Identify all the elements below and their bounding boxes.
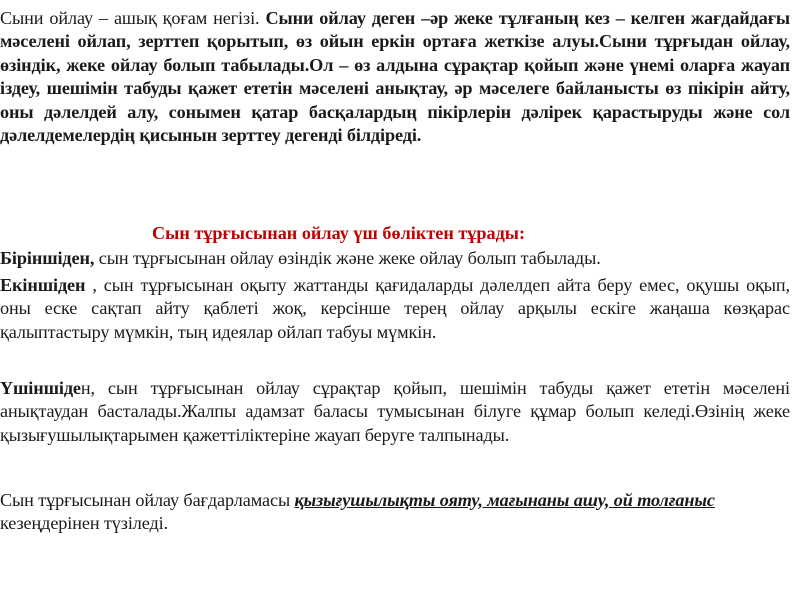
third-part-text: н, сын тұрғысынан ойлау сұрақтар қойып, шешімін табуды қажет ететін мәселені анықтаудан басталады.Жалпы адамзат баласы тумысынан білуге құмар болып келеді.Өзінің жеке қызығушылықтарымен қажеттіліктеріне жауап беруге талпынады. xyxy=(0,378,790,445)
third-part-label: Үшіншіде xyxy=(0,378,81,398)
third-part-paragraph xyxy=(0,377,790,447)
intro-body: Сыни ойлау деген –әр жеке тұлғаның кез – келген жағдайдағы мәселені ойлап, зерттеп қорытып, өз ойын еркін ортаға жеткізе алуы.Сыни тұрғыдан ойлау, өзіндік, жеке ойлау болып табылады.Ол – өз алдына сұрақтар қойып және үнемі оларға жауап іздеу, шешімін табуды қажет ететін мәселені анықтау, әр мәселеге байланысты өз пікірін айту, оны дәлелдей алу, сонымен қатар басқалардың пікірлерін дәлірек қарастыруды және сол дәлелдемелердің қисынын зерттеу дегенді білдіреді. xyxy=(0,8,790,146)
second-part-paragraph xyxy=(0,274,790,344)
closing-after: кезеңдерінен түзіледі. xyxy=(0,513,169,534)
second-part-text: , сын тұрғысынан оқыту жаттанды қағидаларды дәлелдеп айта беру емес, оқушы оқып, оны еске сақтап айту қаблеті жоқ, керсінше терең ойлау арқылы ескіге жаңаша көзқарас қалыптастыру мүмкін, тың идеялар ойлап табуы мүмкін. xyxy=(0,275,790,342)
section-heading: Сын тұрғысынан ойлау үш бөліктен тұрады: xyxy=(152,223,526,243)
intro-lead: Сыни ойлау – ашық қоғам негізі. xyxy=(0,8,260,28)
first-part-label: Біріншіден, xyxy=(0,248,95,268)
closing-paragraph xyxy=(0,489,790,536)
second-part-label: Екіншіден xyxy=(0,275,86,295)
closing-emphasis: қызығушылықты ояту, мағынаны ашу, ой толғаныс xyxy=(294,490,715,510)
first-part-paragraph xyxy=(0,247,790,270)
closing-before: Сын тұрғысынан ойлау бағдарламасы xyxy=(0,490,295,510)
intro-paragraph xyxy=(0,7,790,147)
first-part-text: сын тұрғысынан ойлау өзіндік және жеке ойлау болып табылады. xyxy=(94,248,601,268)
